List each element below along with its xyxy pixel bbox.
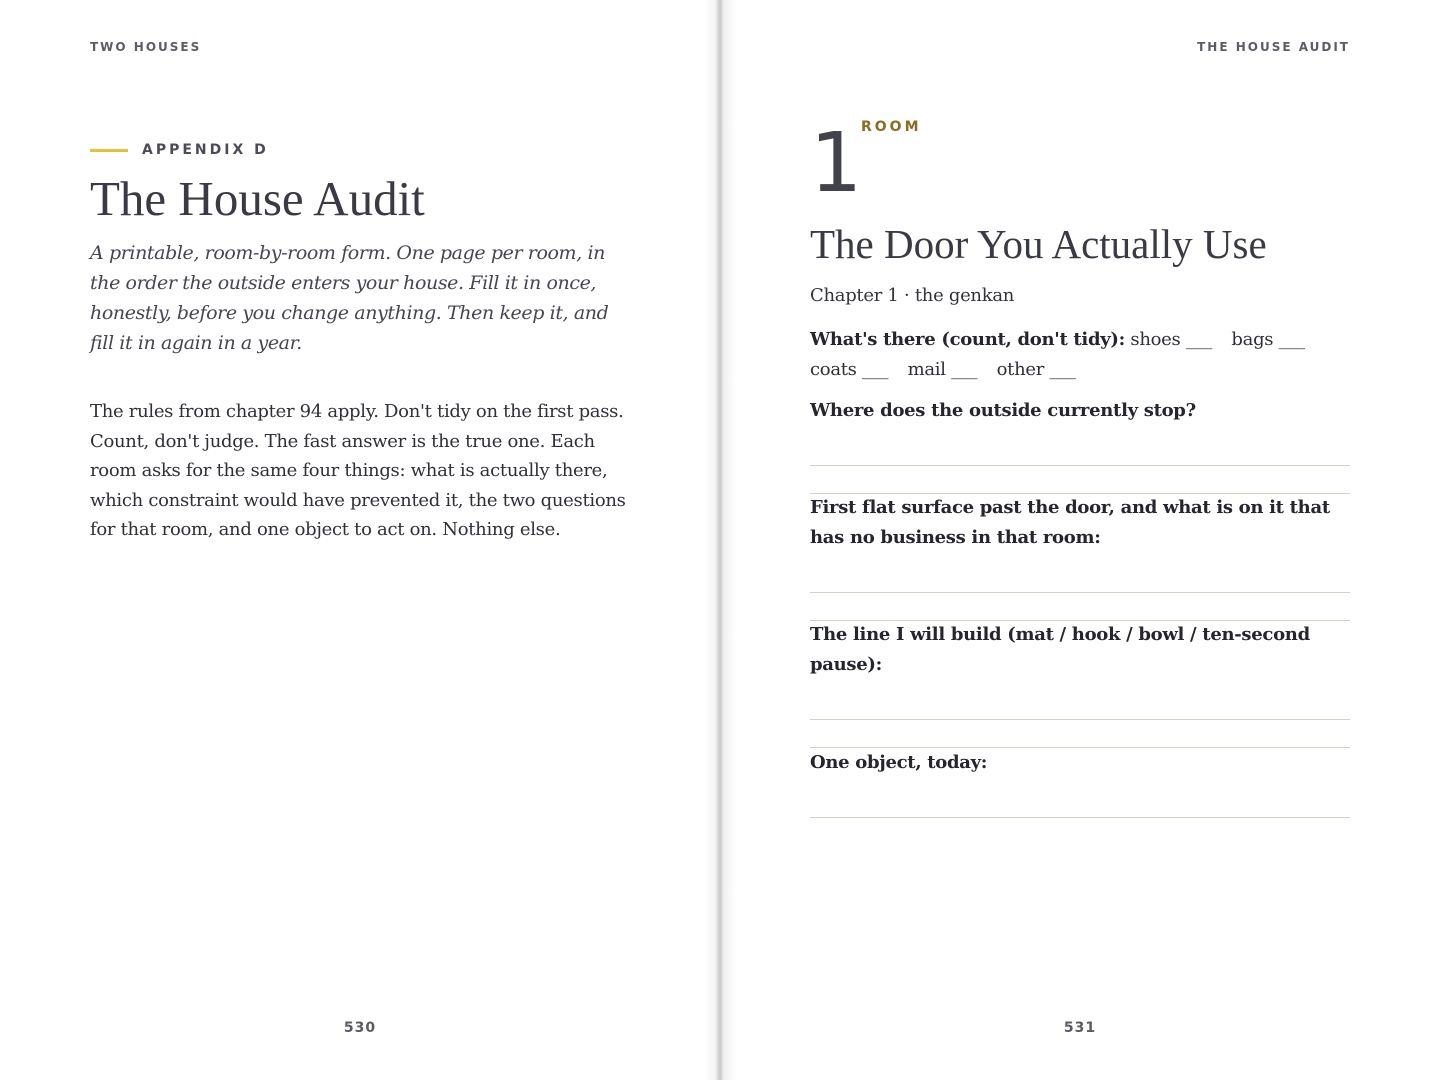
- count-prompt-label: What's there (count, don't tidy):: [810, 329, 1125, 350]
- question-line-to-build: The line I will build (mat / hook / bowl / ten-second pause):: [810, 624, 1310, 675]
- page-number-right: 531: [1063, 1020, 1097, 1036]
- answer-line[interactable]: [810, 817, 1350, 818]
- count-item-bags: bags ___: [1231, 329, 1305, 350]
- page-number-left: 530: [343, 1020, 377, 1036]
- running-head-left: TWO HOUSES: [90, 40, 202, 54]
- count-item-mail: mail ___: [907, 359, 978, 380]
- room-title: The Door You Actually Use: [810, 221, 1267, 267]
- question-one-object: One object, today:: [810, 752, 988, 773]
- answer-line[interactable]: [810, 719, 1350, 720]
- question-flat-surface: First flat surface past the door, and what is on it that has no business in that room:: [810, 497, 1330, 548]
- right-page: [720, 0, 1440, 1080]
- appendix-heading: [90, 142, 269, 158]
- appendix-intro: A printable, room-by-room form. One page per room, in the order the outside enters your house. Fill it in once, honestly, before you change anything. Then keep it, and fill it in again in a year.: [90, 242, 609, 354]
- accent-rule: [90, 149, 128, 152]
- running-head-right: THE HOUSE AUDIT: [1197, 40, 1350, 54]
- count-item-shoes: shoes ___: [1130, 329, 1212, 350]
- count-item-other: other ___: [996, 359, 1076, 380]
- count-prompt-line: [810, 325, 1355, 385]
- answer-line[interactable]: [810, 592, 1350, 593]
- question-outside-stop: Where does the outside currently stop?: [810, 400, 1196, 421]
- appendix-title: The House Audit: [90, 171, 425, 226]
- room-label: ROOM: [861, 119, 922, 135]
- count-item-coats: coats ___: [810, 359, 889, 380]
- appendix-rules-paragraph: The rules from chapter 94 apply. Don't tidy on the first pass. Count, don't judge. The fast answer is the true one. Each room asks for the same four things: what is actually there, which constraint would have prevented it, the two questions for that room, and one object to act on. Nothing else.: [90, 401, 626, 540]
- room-number: 1: [810, 116, 863, 211]
- chapter-reference: Chapter 1 · the genkan: [810, 285, 1015, 306]
- answer-line[interactable]: [810, 465, 1350, 466]
- appendix-label: APPENDIX D: [142, 142, 269, 158]
